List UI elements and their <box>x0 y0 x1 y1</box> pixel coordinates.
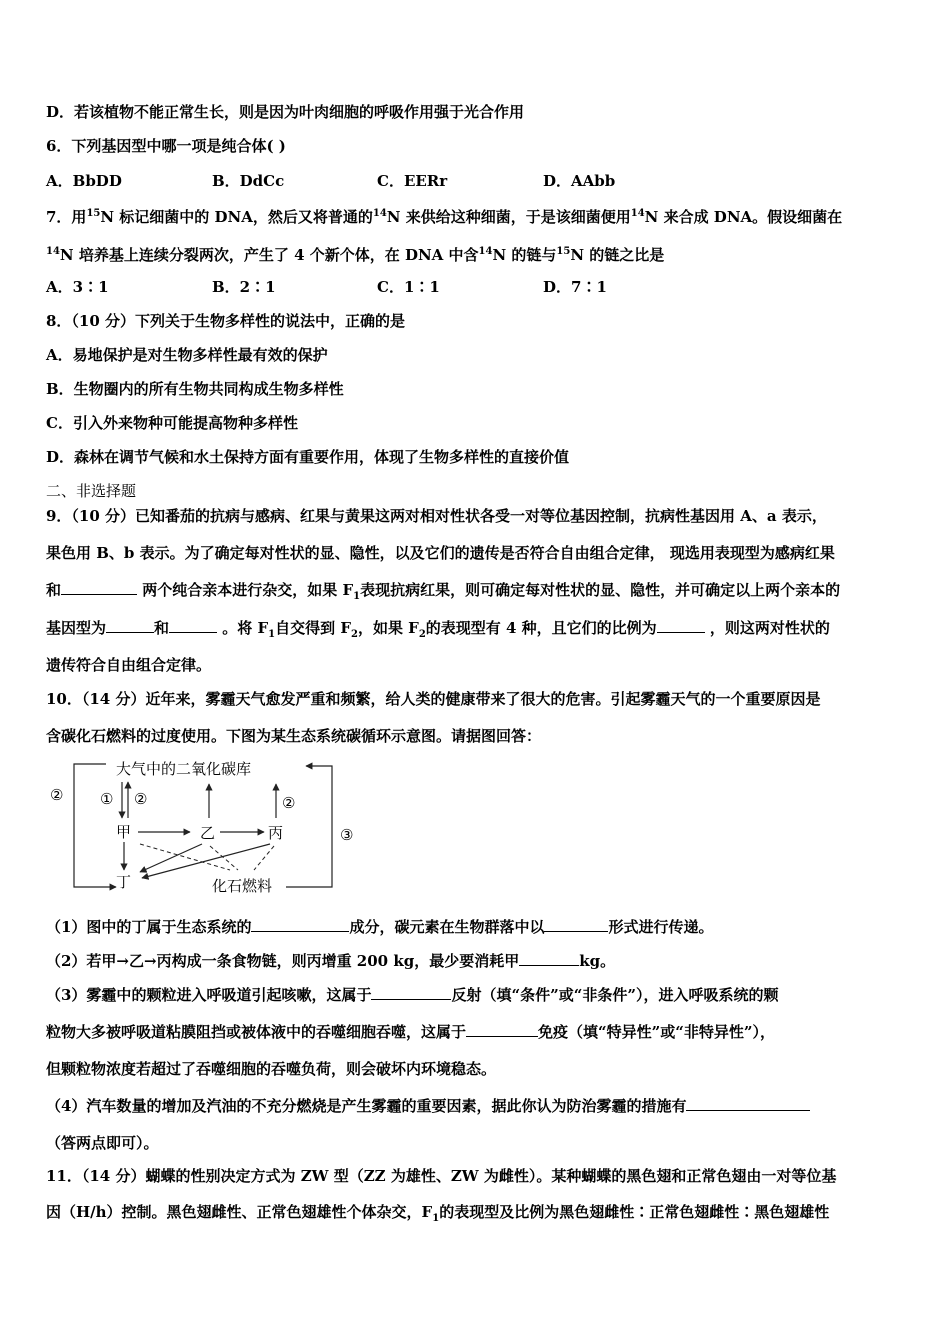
q9-line-4 <box>46 618 830 645</box>
q9-text: 基因型为 <box>46 619 107 637</box>
answer-blank[interactable] <box>106 618 154 633</box>
jia-node: 甲 <box>116 823 132 841</box>
circled-1: ① <box>100 790 114 808</box>
q9-line-2: 果色用 B、b 表示。为了确定每对性状的显、隐性，以及它们的遗传是否符合自由组合定律， 现选用表现型为感病红果 <box>46 544 835 562</box>
q9-text: 自交得到 F <box>275 619 351 637</box>
atmosphere-co2-label: 大气中的二氧化碳库 <box>116 760 252 778</box>
q9-text: 的表现型有 4 种，且它们的比例为 <box>425 619 657 637</box>
q9-sub: 2 <box>350 629 358 640</box>
q8-option-b: B．生物圈内的所有生物共同构成生物多样性 <box>46 380 344 398</box>
q7-line-2 <box>46 242 664 265</box>
answer-blank[interactable] <box>251 917 349 932</box>
q9-text: 和 <box>154 619 170 637</box>
q7-sup: 15 <box>556 246 571 257</box>
answer-blank[interactable] <box>657 618 705 633</box>
q10-text: 形式进行传递。 <box>608 918 714 936</box>
q9-text: 表现抗病红果，则可确定每对性状的显、隐性，并可确定以上两个亲本的 <box>360 581 841 599</box>
q9-line-3 <box>46 580 840 607</box>
q9-line-5: 遗传符合自由组合定律。 <box>46 656 212 674</box>
q11-text: 的表现型及比例为黑色翅雌性∶正常色翅雌性∶黑色翅雄性 <box>439 1203 830 1221</box>
q8-option-c: C．引入外来物种可能提高物种多样性 <box>46 414 298 432</box>
q7-option-a: A．3∶1 <box>46 278 109 296</box>
answer-blank[interactable] <box>466 1022 538 1037</box>
answer-blank[interactable] <box>519 951 579 966</box>
q6-option-b: B．DdCc <box>212 172 285 190</box>
q7-text: N 标记细菌中的 DNA，然后又将普通的 <box>100 208 373 226</box>
q10-text: 反射（填“条件”或“非条件”），进入呼吸系统的颗 <box>451 986 779 1004</box>
q7-text: N 来合成 DNA。假设细菌在 <box>644 208 843 226</box>
q5-option-d: D．若该植物不能正常生长，则是因为叶肉细胞的呼吸作用强于光合作用 <box>46 103 525 121</box>
q10-sub-3-line-2 <box>46 1022 775 1042</box>
ding-node: 丁 <box>116 873 132 891</box>
q7-sup: 14 <box>372 208 387 219</box>
q9-text: 。将 F <box>222 619 269 637</box>
q10-text: （2）若甲→乙→丙构成一条食物链，则丙增重 200 kg，最少要消耗甲 <box>46 952 520 970</box>
q10-sub-4-line-2: （答两点即可）。 <box>46 1134 159 1152</box>
q7-sup: 15 <box>86 208 101 219</box>
q7-text: 7．用 <box>46 208 87 226</box>
q11-line-1: 11．（14 分）蝴蝶的性别决定方式为 ZW 型（ZZ 为雄性、ZW 为雌性）。某种蝴蝶的黑色翅和正常色翅由一对等位基 <box>46 1167 837 1185</box>
q7-option-b: B．2∶1 <box>212 278 276 296</box>
q10-text: 免疫（填“特异性”或“非特异性”）， <box>538 1023 776 1041</box>
q9-line-1: 9．（10 分）已知番茄的抗病与感病、红果与黄果这两对相对性状各受一对等位基因控制，抗病性基因用 A、a 表示， <box>46 507 827 525</box>
q10-line-1: 10．（14 分）近年来，雾霾天气愈发严重和频繁，给人类的健康带来了很大的危害。引起雾霾天气的一个重要原因是 <box>46 690 821 708</box>
q11-text: 因（H/h）控制。黑色翅雌性、正常色翅雄性个体杂交，F <box>46 1203 433 1221</box>
carbon-cycle-diagram <box>44 752 364 897</box>
q6-option-c: C．EERr <box>377 172 448 190</box>
q7-sup: 14 <box>46 246 60 257</box>
circled-2-left: ② <box>50 786 64 804</box>
q9-text: 和 <box>46 581 62 599</box>
q10-sub-1 <box>46 917 713 937</box>
q10-text: 粒物大多被呼吸道粘膜阻挡或被体液中的吞噬细胞吞噬，这属于 <box>46 1023 467 1041</box>
circled-3: ③ <box>340 826 354 844</box>
answer-blank[interactable] <box>686 1096 810 1111</box>
q10-text: （3）雾霾中的颗粒进入呼吸道引起咳嗽，这属于 <box>46 986 372 1004</box>
q7-line-1 <box>46 204 842 227</box>
q8-option-a: A．易地保护是对生物多样性最有效的保护 <box>46 346 328 364</box>
q7-text: N 的链之比是 <box>570 246 665 264</box>
q7-option-d: D．7∶1 <box>543 278 607 296</box>
q7-sup: 14 <box>478 246 493 257</box>
q6-option-a: A．BbDD <box>46 172 122 190</box>
q9-sub: 1 <box>353 591 361 602</box>
q8-option-d: D．森林在调节气候和水土保持方面有重要作用，体现了生物多样性的直接价值 <box>46 448 570 466</box>
bing-node: 丙 <box>268 824 284 842</box>
answer-blank[interactable] <box>169 618 217 633</box>
q8-stem: 8．（10 分）下列关于生物多样性的说法中，正确的是 <box>46 312 406 330</box>
q10-text: 成分，碳元素在生物群落中以 <box>349 918 545 936</box>
q6-stem: 6．下列基因型中哪一项是纯合体( ) <box>46 137 286 155</box>
q6-option-d: D．AAbb <box>543 172 616 190</box>
yi-node: 乙 <box>200 824 216 842</box>
q7-text: N 来供给这种细菌，于是该细菌便用 <box>386 208 631 226</box>
answer-blank[interactable] <box>544 917 608 932</box>
q7-sup: 14 <box>630 208 645 219</box>
q10-line-2: 含碳化石燃料的过度使用。下图为某生态系统碳循环示意图。请据图回答： <box>46 727 542 745</box>
q10-text: （1）图中的丁属于生态系统的 <box>46 918 252 936</box>
q11-line-2 <box>46 1202 829 1229</box>
q10-text: kg。 <box>579 952 616 970</box>
q10-text: （4）汽车数量的增加及汽油的不充分燃烧是产生雾霾的重要因素，据此你认为防治雾霾的措施有 <box>46 1097 687 1115</box>
q9-text: ，则这两对性状的 <box>709 619 830 637</box>
q9-text: 两个纯合亲本进行杂交，如果 F <box>142 581 354 599</box>
q7-text: N 培养基上连续分裂两次，产生了 4 个新个体，在 DNA 中含 <box>59 246 479 264</box>
q7-option-c: C．1∶1 <box>377 278 440 296</box>
q9-sub: 1 <box>268 629 276 640</box>
q9-sub: 2 <box>418 629 426 640</box>
q10-sub-3-line-1 <box>46 985 778 1005</box>
q10-sub-2 <box>46 951 615 971</box>
q9-text: ，如果 F <box>357 619 419 637</box>
circled-2-bing: ② <box>282 794 296 812</box>
answer-blank[interactable] <box>61 580 137 595</box>
section-heading: 二、非选择题 <box>46 482 137 500</box>
q10-sub-3-line-3: 但颗粒物浓度若超过了吞噬细胞的吞噬负荷，则会破坏内环境稳态。 <box>46 1060 497 1078</box>
q10-sub-4-line-1 <box>46 1096 810 1116</box>
circled-2-jia: ② <box>134 790 148 808</box>
fossil-fuel-node: 化石燃料 <box>212 877 273 895</box>
q11-sub: 1 <box>432 1213 440 1224</box>
answer-blank[interactable] <box>371 985 451 1000</box>
q7-text: N 的链与 <box>492 246 557 264</box>
